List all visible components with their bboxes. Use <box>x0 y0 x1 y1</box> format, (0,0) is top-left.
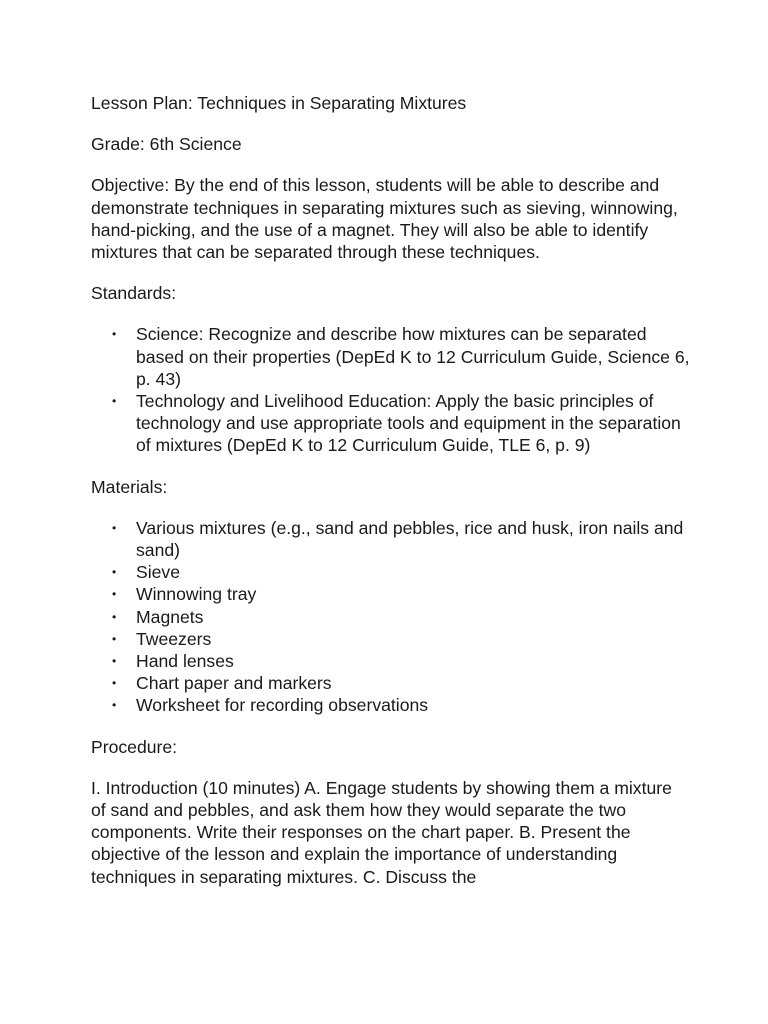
materials-heading: Materials: <box>91 476 168 497</box>
document-title: Lesson Plan: Techniques in Separating Mixtures <box>91 93 467 113</box>
list-item: • Various mixtures (e.g., sand and pebbles, rice and husk, iron nails and sand) <box>136 517 691 561</box>
list-item: • Sieve <box>136 561 691 583</box>
list-item: • Chart paper and markers <box>136 672 691 694</box>
list-item: • Tweezers <box>136 628 691 650</box>
objective-paragraph: Objective: By the end of this lesson, students will be able to describe and demonstrate techniques in separating mixtures such as sieving, winnowing, hand-picking, and the use of a magnet. They will also be able to identify mixtures that can be separated through these techniques. <box>91 175 678 263</box>
procedure-heading: Procedure: <box>91 736 178 757</box>
list-item: • Winnowing tray <box>136 583 691 605</box>
list-item: • Technology and Livelihood Education: Apply the basic principles of technology and use appropriate tools and equipment in the separation of mixtures (DepEd K to 12 Curriculum Guide, TLE 6, p. 9) <box>136 390 691 457</box>
list-item: • Science: Recognize and describe how mixtures can be separated based on their properties (DepEd K to 12 Curriculum Guide, Science 6, p. 43) <box>136 323 691 390</box>
list-item: • Worksheet for recording observations <box>136 694 691 716</box>
standards-heading: Standards: <box>91 283 177 304</box>
grade-line: Grade: 6th Science <box>91 134 242 155</box>
document-page <box>91 92 691 907</box>
list-item: • Hand lenses <box>136 650 691 672</box>
standards-list <box>91 323 691 456</box>
materials-list <box>91 517 691 717</box>
procedure-introduction: I. Introduction (10 minutes) A. Engage students by showing them a mixture of sand and pebbles, and ask them how they would separate the two components. Write their responses on the chart paper. B. Present the objective of the lesson and explain the importance of understanding techniques in separating mixtures. C. Discuss the <box>91 777 672 887</box>
list-item: • Magnets <box>136 606 691 628</box>
